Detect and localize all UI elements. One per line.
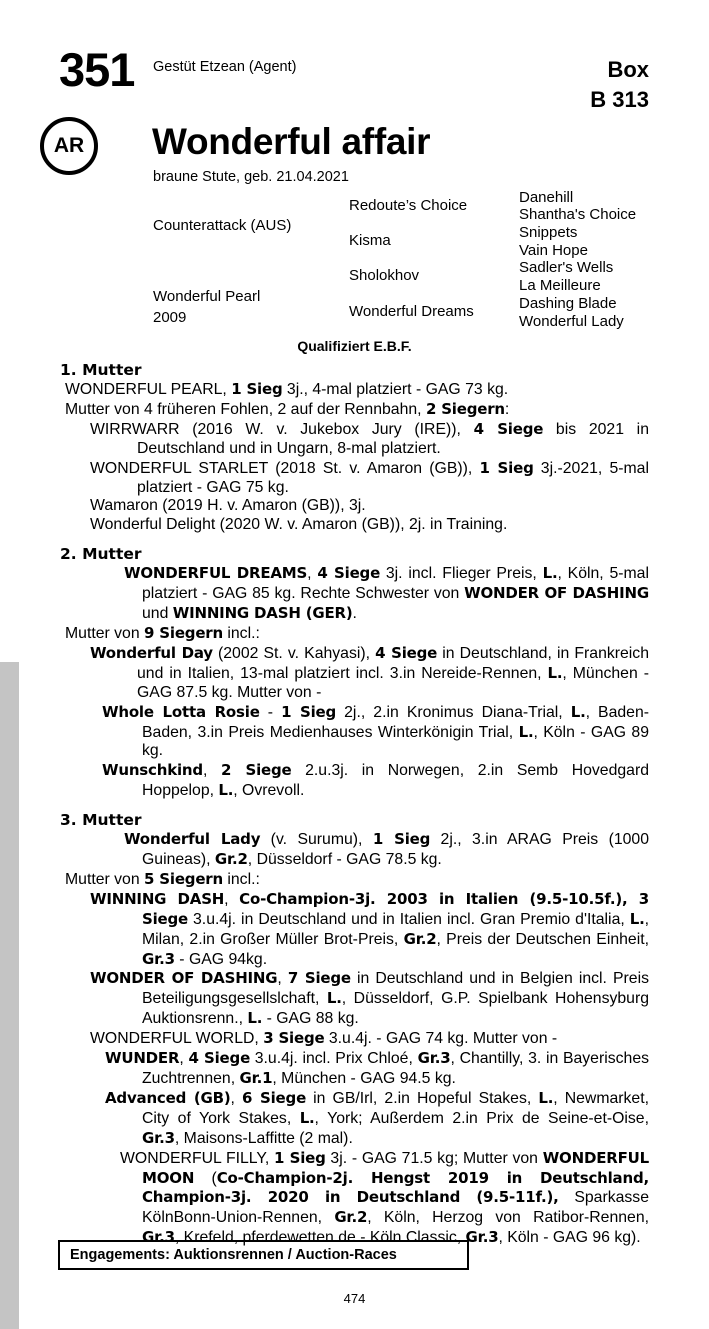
lot-number: 351 xyxy=(59,43,135,96)
box-number: B 313 xyxy=(590,87,649,112)
produce-entry: Wonderful Day (2002 St. v. Kahyasi), 4 Siege in Deutschland, in Frankreich und in Italien, 13-mal platziert incl. 3.in Nereide-Rennen, L., München - GAG 87.5 kg. Mutter von - xyxy=(90,643,649,701)
pedigree-ggp: Snippets xyxy=(519,224,578,241)
pedigree-dam: Wonderful Pearl xyxy=(153,288,261,305)
qualification: Qualifiziert E.B.F. xyxy=(297,338,412,354)
ar-badge: AR xyxy=(40,117,98,175)
box-label: Box xyxy=(607,57,649,82)
pedigree-sire-sire: Redoute’s Choice xyxy=(349,197,468,214)
produce-entry: WIRRWARR (2016 W. v. Jukebox Jury (IRE)), 4 Siege bis 2021 in Deutschland und in Ungarn, 8-mal platziert. xyxy=(90,419,649,457)
section-heading: 3. Mutter xyxy=(60,811,142,830)
produce-entry: Wonderful Delight (2020 W. v. Amaron (GB)), 2j. in Training. xyxy=(90,516,508,534)
produce-summary: Mutter von 5 Siegern incl.: xyxy=(65,869,260,888)
produce-summary: Mutter von 9 Siegern incl.: xyxy=(65,623,260,642)
page-number: 474 xyxy=(343,1291,366,1306)
produce-entry: WONDERFUL FILLY, 1 Sieg 3j. - GAG 71.5 kg; Mutter von WONDERFUL MOON (Co-Champion-2j. Hengst 2019 in Deutschland, Champion-3j. 2020 in Deutschland (9.5-11f.), Sparkasse KölnBonn-Union-Rennen, Gr.2, Köln, Herzog von Ratibor-Rennen, Gr.3, Krefeld, pferdewetten.de - Köln Classic, Gr.3, Köln - GAG 96 kg). xyxy=(120,1148,649,1247)
produce-entry: Wamaron (2019 H. v. Amaron (GB)), 3j. xyxy=(90,497,366,515)
pedigree-sire-dam: Kisma xyxy=(349,232,391,249)
pedigree-ggp: Danehill xyxy=(519,189,574,206)
engagements-box: Engagements: Auktionsrennen / Auction-Races xyxy=(58,1240,469,1270)
breeder: Gestüt Etzean (Agent) xyxy=(153,59,297,75)
produce-entry: WUNDER, 4 Siege 3.u.4j. incl. Prix Chloé, Gr.3, Chantilly, 3. in Bayerisches Zuchtrennen, Gr.1, München - GAG 94.5 kg. xyxy=(105,1049,650,1087)
horse-description: braune Stute, geb. 21.04.2021 xyxy=(153,169,349,185)
dam-record: WONDERFUL PEARL, 1 Sieg 3j., 4-mal platziert - GAG 73 kg. xyxy=(65,380,509,398)
section-third-dam xyxy=(60,811,649,1248)
horse-name: Wonderful affair xyxy=(152,121,431,162)
pedigree-notes xyxy=(60,361,649,1248)
section-first-dam xyxy=(60,361,649,535)
pedigree-ggp: Wonderful Lady xyxy=(519,313,624,330)
pedigree-dam-sire: Sholokhov xyxy=(349,267,420,284)
pedigree-ggp: Sadler's Wells xyxy=(519,259,614,276)
produce-entry: WONDERFUL WORLD, 3 Siege 3.u.4j. - GAG 74 kg. Mutter von - xyxy=(90,1029,558,1048)
produce-entry: Whole Lotta Rosie - 1 Sieg 2j., 2.in Kronimus Diana-Trial, L., Baden-Baden, 3.in Preis Medienhauses Winterkönigin Trial, L., Köln - GAG 89 kg. xyxy=(102,702,649,760)
pedigree-ggp: Vain Hope xyxy=(519,242,588,259)
section-heading: 1. Mutter xyxy=(60,361,142,379)
dam-record: Wonderful Lady (v. Surumu), 1 Sieg 2j., 3.in ARAG Preis (1000 Guineas), Gr.2, Düsseldorf - GAG 78.5 kg. xyxy=(124,830,649,869)
dam-record: WONDERFUL DREAMS, 4 Siege 3j. incl. Flieger Preis, L., Köln, 5-mal platziert - GAG 85 kg. Rechte Schwester von WONDER OF DASHING und WINNING DASH (GER). xyxy=(124,564,649,623)
produce-entry: WONDER OF DASHING, 7 Siege in Deutschland und in Belgien incl. Preis Beteiligungsgesellslchaft, L., Düsseldorf, G.P. Spielbank Hohensyburg Auktionsrenn., L. - GAG 88 kg. xyxy=(90,969,650,1028)
produce-entry: WONDERFUL STARLET (2018 St. v. Amaron (GB)), 1 Sieg 3j.-2021, 5-mal platziert - GAG 75 kg. xyxy=(90,458,649,496)
produce-summary: Mutter von 4 früheren Fohlen, 2 auf der Rennbahn, 2 Siegern: xyxy=(65,399,510,418)
produce-entry: Advanced (GB), 6 Siege in GB/Irl, 2.in Hopeful Stakes, L., Newmarket, City of York Stakes, L., York; Außerdem 2.in Prix de Seine-et-Oise, Gr.3, Maisons-Laffitte (2 mal). xyxy=(105,1088,649,1147)
pedigree-dam-dam: Wonderful Dreams xyxy=(349,303,474,320)
pedigree-ggp: La Meilleure xyxy=(519,277,601,294)
box-info xyxy=(590,55,649,115)
section-second-dam xyxy=(60,545,649,801)
pedigree-sire: Counterattack (AUS) xyxy=(153,217,292,234)
produce-entry: Wunschkind, 2 Siege 2.u.3j. in Norwegen, 2.in Semb Hovedgard Hoppelop, L., Ovrevoll. xyxy=(102,761,649,800)
page-edge-tab xyxy=(0,662,19,1329)
produce-entry: WINNING DASH, Co-Champion-3j. 2003 in Italien (9.5-10.5f.), 3 Siege 3.u.4j. in Deutschland und in Italien incl. Gran Premio d'Italia, L., Milan, 2.in Großer Müller Brot-Preis, Gr.2, Preis der Deutschen Einheit, Gr.3 - GAG 94kg. xyxy=(90,889,649,968)
pedigree-ggp: Dashing Blade xyxy=(519,295,617,312)
pedigree-ggp: Shantha's Choice xyxy=(519,206,637,223)
section-heading: 2. Mutter xyxy=(60,545,142,564)
pedigree-dam-year: 2009 xyxy=(153,309,187,326)
